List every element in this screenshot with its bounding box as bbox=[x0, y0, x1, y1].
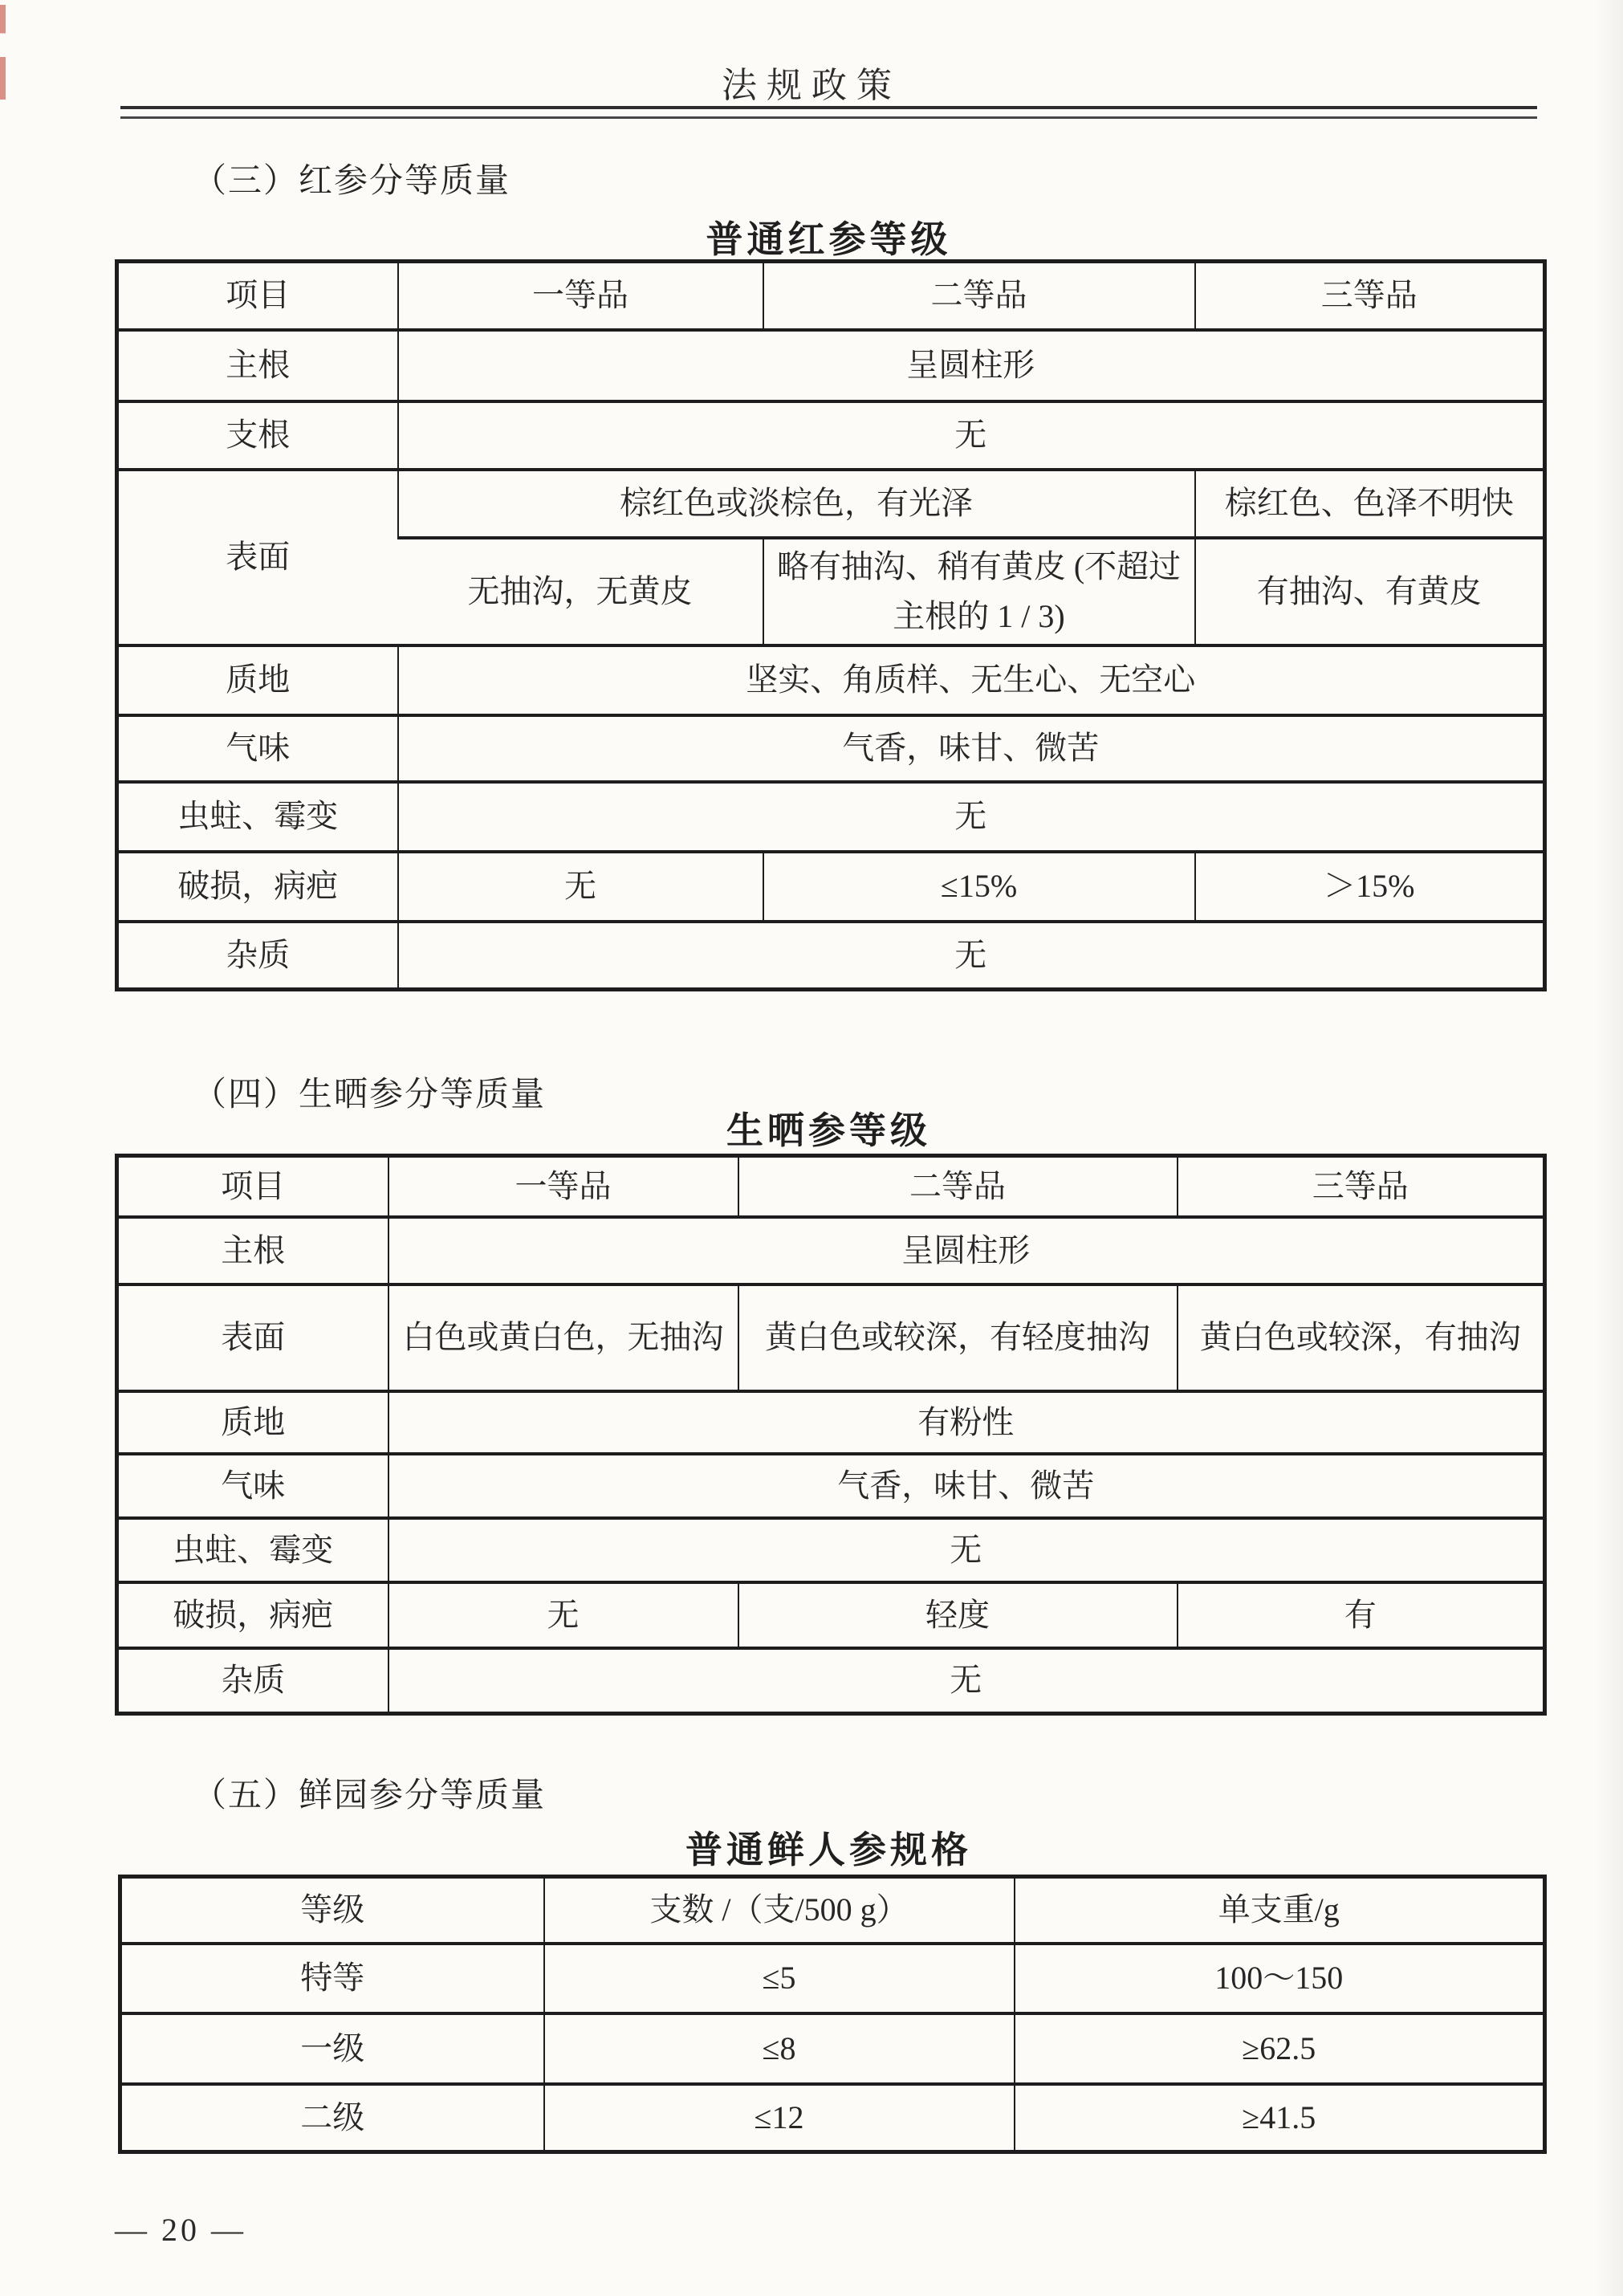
column-header: 三等品 bbox=[1178, 1156, 1545, 1217]
table-row bbox=[117, 1454, 1545, 1518]
table-row bbox=[117, 922, 1545, 990]
row-value: 坚实、角质样、无生心、无空心 bbox=[398, 645, 1545, 715]
row-value: 略有抽沟、稍有黄皮 (不超过主根的 1 / 3) bbox=[763, 538, 1195, 645]
table-row bbox=[120, 1944, 1545, 2013]
column-header: 一等品 bbox=[388, 1156, 738, 1217]
row-value: 无 bbox=[388, 1648, 1545, 1714]
row-label: 杂质 bbox=[117, 922, 398, 990]
row-value: 棕红色或淡棕色，有光泽 bbox=[398, 470, 1195, 538]
row-label: 气味 bbox=[117, 715, 398, 782]
row-label: 破损，病疤 bbox=[117, 852, 398, 922]
column-header: 支数 /（支/500 g） bbox=[544, 1877, 1015, 1944]
row-value: 气香，味甘、微苦 bbox=[398, 715, 1545, 782]
row-value: 无 bbox=[398, 782, 1545, 852]
page-number: — 20 — bbox=[115, 2212, 246, 2248]
grade-label: 一级 bbox=[120, 2013, 544, 2084]
table-row bbox=[117, 1582, 1545, 1648]
table-row bbox=[117, 1156, 1545, 1217]
table-row bbox=[117, 470, 1545, 538]
weight-value: ≥62.5 bbox=[1015, 2013, 1545, 2084]
table-row bbox=[117, 1648, 1545, 1714]
row-value: ≤15% bbox=[763, 852, 1195, 922]
row-label: 表面 bbox=[117, 470, 398, 645]
row-value: 无 bbox=[388, 1582, 738, 1648]
row-label: 质地 bbox=[117, 1391, 388, 1454]
table-row bbox=[117, 1217, 1545, 1284]
row-value: 轻度 bbox=[738, 1582, 1178, 1648]
table-row bbox=[117, 782, 1545, 852]
row-label: 质地 bbox=[117, 645, 398, 715]
row-label: 主根 bbox=[117, 330, 398, 401]
row-value: 无 bbox=[388, 1518, 1545, 1582]
table-3-title: 普通鲜人参规格 bbox=[685, 1830, 972, 1871]
fresh-ginseng-spec-table bbox=[118, 1875, 1547, 2154]
row-value: 黄白色或较深，有轻度抽沟 bbox=[738, 1284, 1178, 1391]
table-row bbox=[117, 1391, 1545, 1454]
table-row bbox=[117, 262, 1545, 330]
table-row bbox=[117, 645, 1545, 715]
row-label: 气味 bbox=[117, 1454, 388, 1518]
row-value: 呈圆柱形 bbox=[398, 330, 1545, 401]
weight-value: ≥41.5 bbox=[1015, 2084, 1545, 2152]
count-value: ≤5 bbox=[544, 1944, 1015, 2013]
row-label: 破损，病疤 bbox=[117, 1582, 388, 1648]
column-header: 二等品 bbox=[738, 1156, 1178, 1217]
table-row bbox=[117, 330, 1545, 401]
section-3-heading: （三）红参分等质量 bbox=[193, 163, 511, 200]
count-value: ≤12 bbox=[544, 2084, 1015, 2152]
row-label: 杂质 bbox=[117, 1648, 388, 1714]
row-value: 无 bbox=[398, 401, 1545, 470]
table-row bbox=[117, 401, 1545, 470]
column-header: 三等品 bbox=[1195, 262, 1545, 330]
table-row bbox=[120, 1877, 1545, 1944]
table-1-title: 普通红参等级 bbox=[706, 219, 952, 260]
row-label: 虫蛀、霉变 bbox=[117, 782, 398, 852]
header-divider-rule bbox=[120, 106, 1537, 119]
page-edge-shade bbox=[1596, 0, 1623, 2296]
table-row bbox=[117, 1518, 1545, 1582]
section-5-heading: （五）鲜园参分等质量 bbox=[193, 1777, 547, 1814]
table-2-title: 生晒参等级 bbox=[726, 1110, 931, 1151]
row-value: 无 bbox=[398, 852, 763, 922]
grade-label: 二级 bbox=[120, 2084, 544, 2152]
column-header: 等级 bbox=[300, 1891, 365, 1928]
column-header: 项目 bbox=[221, 1167, 286, 1204]
column-header: 单支重/g bbox=[1015, 1877, 1545, 1944]
section-4-heading: （四）生晒参分等质量 bbox=[193, 1077, 547, 1113]
row-label: 虫蛀、霉变 bbox=[117, 1518, 388, 1582]
row-value: 有 bbox=[1178, 1582, 1545, 1648]
page-header-title: 法规政策 bbox=[722, 66, 901, 105]
red-ginseng-grade-table bbox=[115, 259, 1547, 991]
row-value: ＞15% bbox=[1195, 852, 1545, 922]
column-header: 项目 bbox=[226, 277, 291, 314]
grade-label: 特等 bbox=[120, 1944, 544, 2013]
row-value: 黄白色或较深，有抽沟 bbox=[1178, 1284, 1545, 1391]
row-label: 主根 bbox=[117, 1217, 388, 1284]
table-row bbox=[120, 2084, 1545, 2152]
column-header: 一等品 bbox=[398, 262, 763, 330]
sun-dried-ginseng-grade-table bbox=[115, 1154, 1547, 1716]
row-value: 有粉性 bbox=[388, 1391, 1545, 1454]
row-value: 无抽沟，无黄皮 bbox=[398, 538, 763, 645]
table-row bbox=[117, 715, 1545, 782]
row-value: 棕红色、色泽不明快 bbox=[1195, 470, 1545, 538]
row-value: 气香，味甘、微苦 bbox=[388, 1454, 1545, 1518]
row-value: 无 bbox=[398, 922, 1545, 990]
row-label: 支根 bbox=[117, 401, 398, 470]
row-value: 呈圆柱形 bbox=[388, 1217, 1545, 1284]
table-row bbox=[117, 852, 1545, 922]
table-row bbox=[120, 2013, 1545, 2084]
table-row bbox=[117, 1284, 1545, 1391]
count-value: ≤8 bbox=[544, 2013, 1015, 2084]
weight-value: 100～150 bbox=[1015, 1944, 1545, 2013]
row-value: 有抽沟、有黄皮 bbox=[1195, 538, 1545, 645]
row-label: 表面 bbox=[117, 1284, 388, 1391]
row-value: 白色或黄白色，无抽沟 bbox=[388, 1284, 738, 1391]
column-header: 二等品 bbox=[763, 262, 1195, 330]
